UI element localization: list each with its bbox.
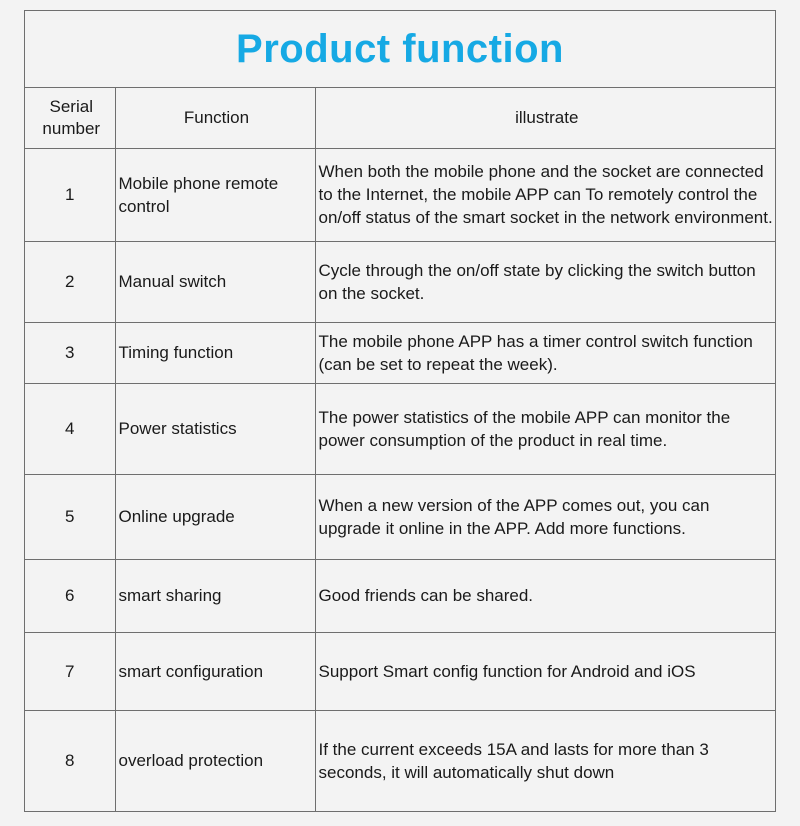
- function-cell: Online upgrade: [115, 474, 315, 559]
- serial-cell: 3: [25, 322, 115, 383]
- illustrate-cell: The mobile phone APP has a timer control switch function (can be set to repeat the week).: [315, 322, 775, 383]
- table-row: [25, 710, 775, 811]
- function-cell: Manual switch: [115, 241, 315, 322]
- table-row: [25, 322, 775, 383]
- header-function: Function: [115, 88, 315, 148]
- function-cell: smart sharing: [115, 559, 315, 632]
- illustrate-cell: When a new version of the APP comes out, you can upgrade it online in the APP. Add more functions.: [315, 474, 775, 559]
- illustrate-cell: Support Smart config function for Android and iOS: [315, 632, 775, 710]
- function-table: [25, 88, 775, 811]
- function-cell: Mobile phone remote control: [115, 148, 315, 241]
- product-function-table-frame: [24, 10, 776, 812]
- table-row: [25, 148, 775, 241]
- header-illustrate: illustrate: [315, 88, 775, 148]
- page-title: Product function: [236, 26, 564, 71]
- illustrate-cell: Good friends can be shared.: [315, 559, 775, 632]
- serial-cell: 1: [25, 148, 115, 241]
- header-row: [25, 88, 775, 148]
- serial-cell: 2: [25, 241, 115, 322]
- serial-cell: 5: [25, 474, 115, 559]
- illustrate-cell: If the current exceeds 15A and lasts for more than 3 seconds, it will automatically shut down: [315, 710, 775, 811]
- illustrate-cell: Cycle through the on/off state by clicking the switch button on the socket.: [315, 241, 775, 322]
- function-cell: overload protection: [115, 710, 315, 811]
- header-serial-number: Serial number: [25, 88, 115, 148]
- function-cell: Timing function: [115, 322, 315, 383]
- serial-cell: 4: [25, 383, 115, 474]
- illustrate-cell: When both the mobile phone and the socket are connected to the Internet, the mobile APP can To remotely control the on/off status of the smart socket in the network environment.: [315, 148, 775, 241]
- function-cell: smart configuration: [115, 632, 315, 710]
- title-row: [25, 11, 775, 88]
- table-row: [25, 474, 775, 559]
- table-row: [25, 383, 775, 474]
- table-row: [25, 632, 775, 710]
- table-row: [25, 559, 775, 632]
- serial-cell: 6: [25, 559, 115, 632]
- serial-cell: 8: [25, 710, 115, 811]
- serial-cell: 7: [25, 632, 115, 710]
- illustrate-cell: The power statistics of the mobile APP can monitor the power consumption of the product in real time.: [315, 383, 775, 474]
- function-cell: Power statistics: [115, 383, 315, 474]
- table-row: [25, 241, 775, 322]
